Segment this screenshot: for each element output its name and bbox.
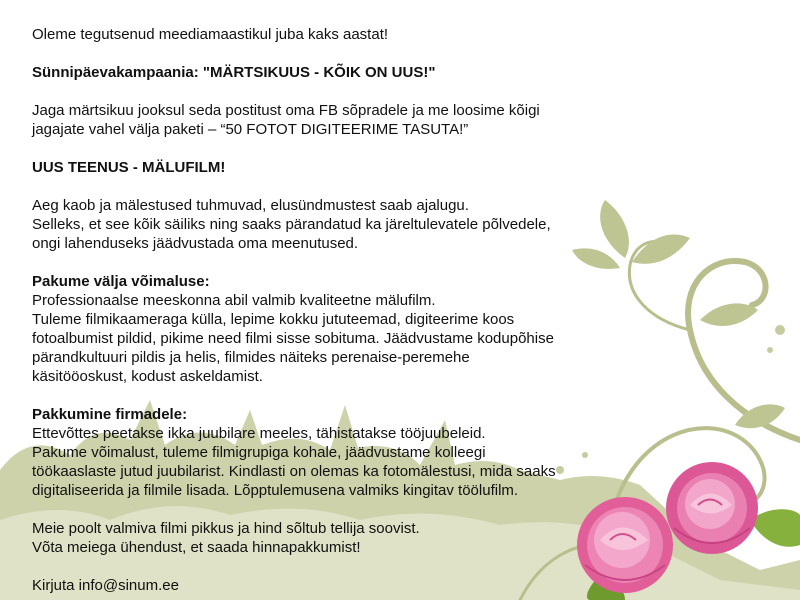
service-line: ongi lahenduseks jäädvustada oma meenutused. [32,235,359,252]
service-line: Selleks, et see kõik säiliks ning saaks pärandatud ka järeltulevatele põlvedele, [32,216,551,233]
offer-line: Professionaalse meeskonna abil valmib kvaliteetne mälufilm. [32,292,436,309]
companies-line: digitaliseerida ja filmile lisada. Lõpptulemusena valmiks kingitav töölufilm. [32,482,519,499]
closing-line: Meie poolt valmiva filmi pikkus ja hind sõltub tellija soovist. [32,520,420,537]
intro-paragraph [32,25,772,44]
closing-paragraph [32,519,772,557]
offer-title: Pakume välja võimaluse: [32,273,210,290]
campaign-line: Jaga märtsikuu jooksul seda postitust oma FB sõpradele ja me loosime kõigi [32,102,540,119]
offer-section [32,272,772,386]
campaign-heading [32,63,772,82]
offer-line: käsitööoskust, kodust askeldamist. [32,368,263,385]
companies-line: Pakume võimalust, tuleme filmigrupiga kohale, jäädvustame kolleegi [32,444,486,461]
service-line: Aeg kaob ja mälestused tuhmuvad, elusündmustest saab ajalugu. [32,197,469,214]
intro-line: Oleme tegutsenud meediamaastikul juba kaks aastat! [32,26,389,43]
offer-line: Tuleme filmikaameraga külla, lepime kokku jututeemad, digiteerime koos [32,311,515,328]
campaign-paragraph [32,101,772,139]
campaign-line: jagajate vahel välja paketi – “50 FOTOT DIGITEERIME TASUTA!” [32,121,469,138]
announcement-text [32,25,772,595]
offer-line: fotoalbumist pildid, pikime need filmi sisse sobituma. Jäädvustame kodupõhise [32,330,554,347]
companies-line: Ettevõttes peetakse ikka juubilare meeles, tähistatakse tööjuubeleid. [32,425,486,442]
service-heading [32,158,772,177]
companies-line: töökaaslaste jutud juubilarist. Kindlasti on olemas ka fotomälestusi, mida saaks [32,463,556,480]
companies-title: Pakkumine firmadele: [32,406,188,423]
service-title: UUS TEENUS - MÄLUFILM! [32,159,226,176]
companies-section [32,405,772,500]
service-paragraph [32,196,772,253]
contact-line: Kirjuta info@sinum.ee [32,577,179,594]
offer-line: pärandkultuuri pildis ja helis, filmides näiteks perenaise-peremehe [32,349,470,366]
campaign-title: Sünnipäevakampaania: "MÄRTSIKUUS - KÕIK ON UUS!" [32,64,436,81]
contact-paragraph [32,576,772,595]
closing-line: Võta meiega ühendust, et saada hinnapakkumist! [32,539,361,556]
